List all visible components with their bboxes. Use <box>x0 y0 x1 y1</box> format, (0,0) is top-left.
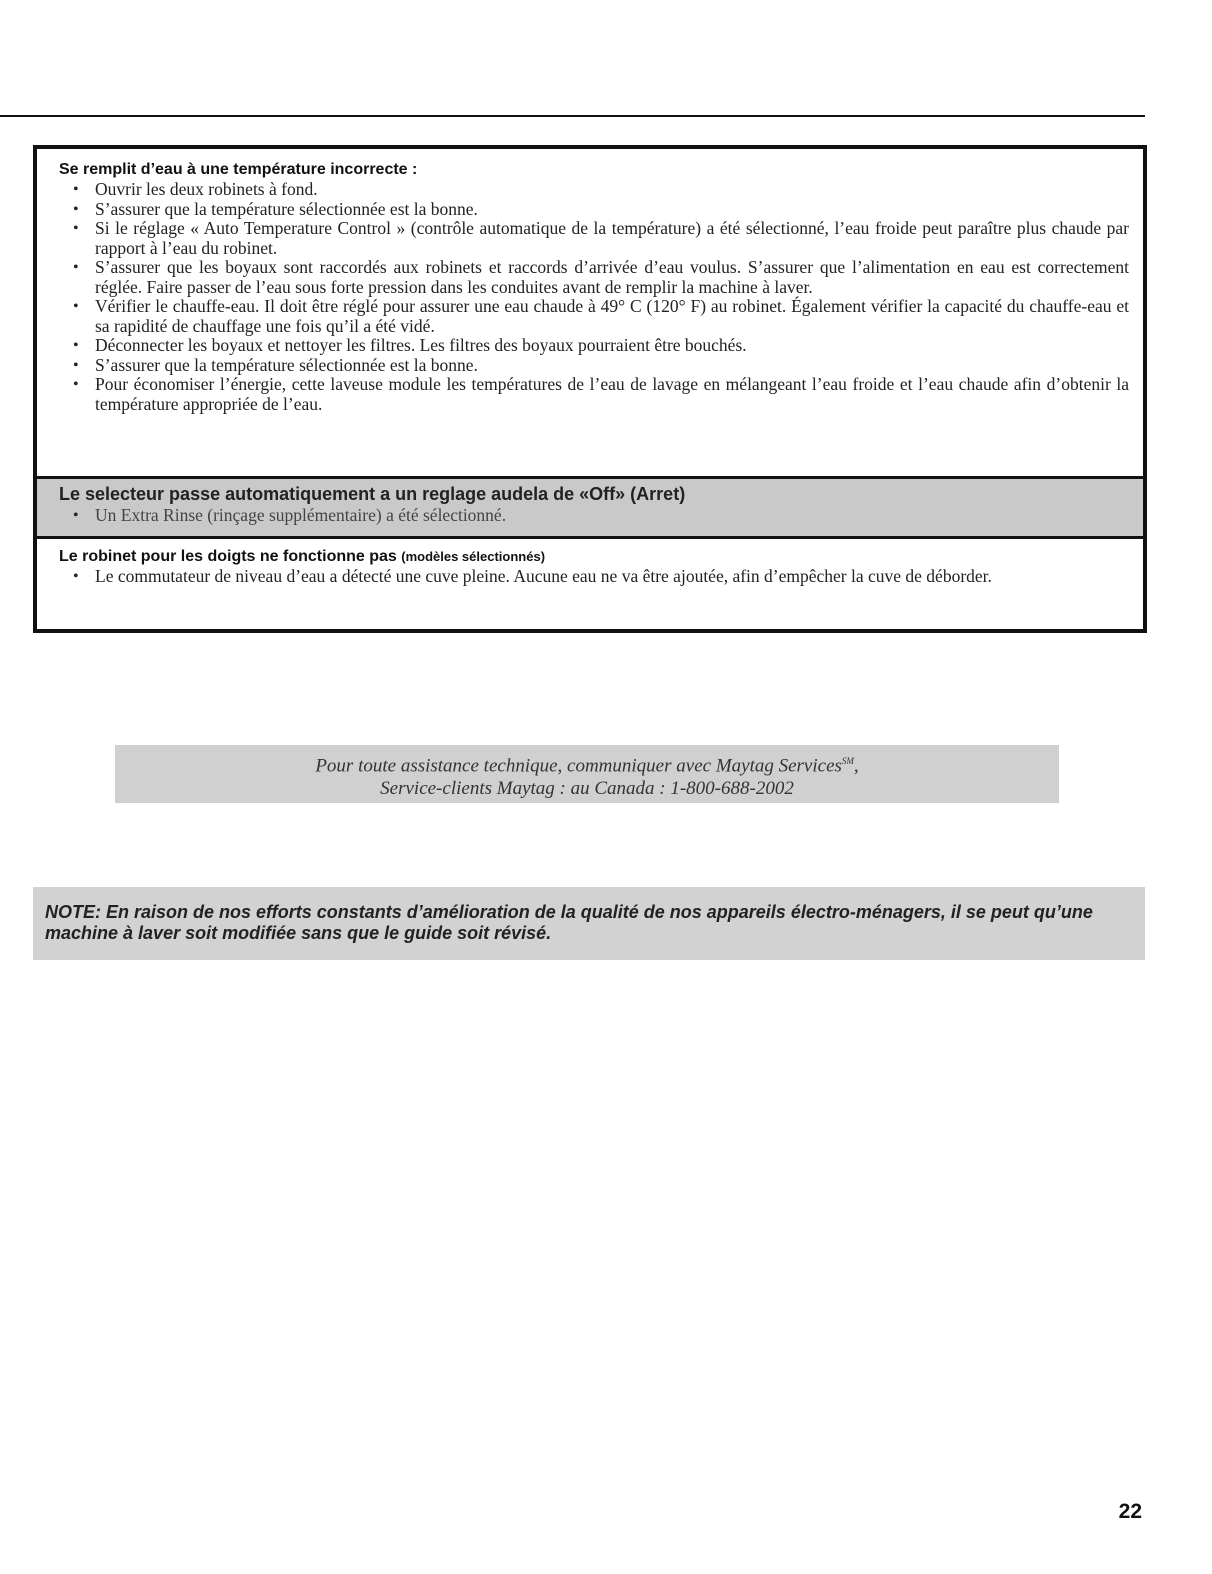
list-item: • S’assurer que la température sélectionnée est la bonne. <box>59 200 1129 220</box>
item-list <box>59 567 1129 587</box>
assistance-line-2: Service-clients Maytag : au Canada : 1-800-688-2002 <box>380 778 794 800</box>
service-mark: SM <box>841 756 854 766</box>
item-list <box>59 506 1129 526</box>
assistance-box <box>115 745 1059 803</box>
list-item: • Déconnecter les boyaux et nettoyer les filtres. Les filtres des boyaux pourraient être bouchés. <box>59 336 1129 356</box>
section-heading <box>59 547 1129 567</box>
assistance-line-1 <box>115 750 1059 777</box>
list-item: • Vérifier le chauffe-eau. Il doit être réglé pour assurer une eau chaude à 49° C (120° F) au robinet. Également vérifier la capacité du chauffe-eau et sa rapidité de chauffage une fois qu’il a été vidé. <box>59 297 1129 336</box>
assistance-text: Pour toute assistance technique, communiquer avec Maytag Services <box>315 755 842 777</box>
section-faucet <box>37 539 1143 629</box>
list-item: • S’assurer que les boyaux sont raccordés aux robinets et raccords d’arrivée d’eau voulus. S’assurer que l’alimentation en eau est correctement réglée. Faire passer de l’eau sous forte pression dans les conduites avant de remplir la machine à laver. <box>59 258 1129 297</box>
note-box: NOTE: En raison de nos efforts constants d’amélioration de la qualité de nos appareils électro-ménagers, il se peut qu’une machine à laver soit modifiée sans que le guide soit révisé. <box>33 887 1145 960</box>
heading-note: (modèles sélectionnés) <box>401 549 546 564</box>
list-item: • Pour économiser l’énergie, cette laveuse module les températures de l’eau de lavage en mélangeant l’eau froide et l’eau chaude afin d’obtenir la température appropriée de l’eau. <box>59 375 1129 414</box>
troubleshooting-table <box>33 145 1147 633</box>
list-item: • Si le réglage « Auto Temperature Control » (contrôle automatique de la température) a été sélectionné, l’eau froide peut paraître plus chaude par rapport à l’eau du robinet. <box>59 219 1129 258</box>
item-list <box>59 180 1129 414</box>
list-item: • S’assurer que la température sélectionnée est la bonne. <box>59 356 1129 376</box>
list-item: • Ouvrir les deux robinets à fond. <box>59 180 1129 200</box>
section-heading: Le selecteur passe automatiquement a un reglage audela de «Off» (Arret) <box>59 484 686 504</box>
section-selector <box>37 479 1143 539</box>
heading-text: Le robinet pour les doigts ne fonctionne pas <box>59 548 397 565</box>
section-temperature <box>37 149 1143 479</box>
top-rule <box>0 115 1145 117</box>
section-heading: Se remplit d’eau à une température incorrecte : <box>59 161 418 178</box>
page-number: 22 <box>1118 1500 1142 1523</box>
list-item: • Un Extra Rinse (rinçage supplémentaire) a été sélectionné. <box>59 506 1129 526</box>
list-item: • Le commutateur de niveau d’eau a détecté une cuve pleine. Aucune eau ne va être ajoutée, afin d’empêcher la cuve de déborder. <box>59 567 1129 587</box>
assistance-comma: , <box>853 755 859 777</box>
